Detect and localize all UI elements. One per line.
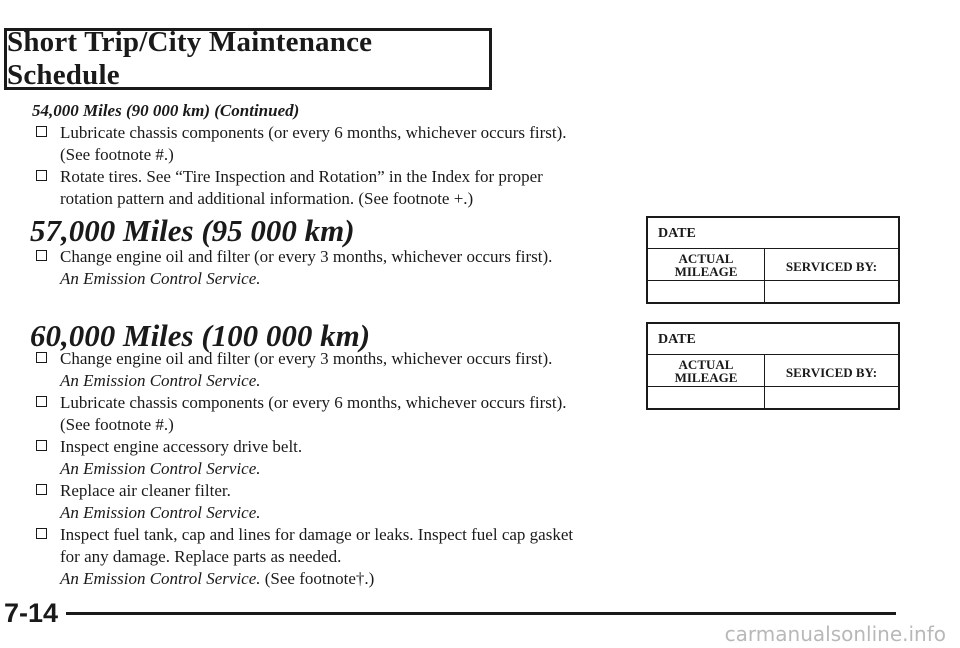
section-heading-60000: 60,000 Miles (100 000 km): [30, 318, 371, 353]
watermark: carmanualsonline.info: [724, 622, 946, 646]
mileage-label: MILEAGE: [674, 264, 738, 279]
checkbox-icon[interactable]: [36, 250, 47, 261]
list-item: [36, 480, 261, 524]
date-label: DATE: [658, 332, 696, 347]
divider: [648, 386, 898, 387]
page-title: Short Trip/City Maintenance Schedule: [7, 26, 373, 91]
item-note-line: [60, 568, 573, 590]
item-text: Replace air cleaner filter.: [60, 481, 231, 500]
item-note: An Emission Control Service.: [60, 371, 261, 390]
divider: [764, 248, 765, 302]
page-number: 7-14: [4, 598, 59, 628]
item-text: Lubricate chassis components (or every 6 months, whichever occurs first).: [60, 123, 567, 142]
checkbox-icon[interactable]: [36, 528, 47, 539]
mileage-label: MILEAGE: [674, 370, 738, 385]
checkbox-icon[interactable]: [36, 170, 47, 181]
item-text: rotation pattern and additional information. (See footnote +.): [60, 189, 474, 208]
item-note: An Emission Control Service.: [60, 459, 261, 478]
item-note-suffix: (See footnote†.): [260, 569, 375, 588]
divider: [648, 280, 898, 281]
checkbox-icon[interactable]: [36, 396, 47, 407]
divider: [764, 354, 765, 408]
divider: [648, 354, 898, 355]
item-text: Inspect engine accessory drive belt.: [60, 437, 303, 456]
list-item: [36, 246, 552, 290]
actual-label: ACTUAL: [678, 357, 734, 372]
item-text: (See footnote #.): [60, 145, 174, 164]
list-item: [36, 122, 567, 166]
actual-mileage-label: [648, 252, 764, 278]
section-heading-57000: 57,000 Miles (95 000 km): [30, 213, 355, 248]
item-text: Change engine oil and filter (or every 3 months, whichever occurs first).: [60, 349, 553, 368]
item-text: for any damage. Replace parts as needed.: [60, 547, 342, 566]
divider: [648, 248, 898, 249]
footer-rule: [66, 612, 896, 615]
list-item: [36, 436, 302, 480]
item-note: An Emission Control Service.: [60, 569, 261, 588]
checkbox-icon[interactable]: [36, 484, 47, 495]
item-text: Rotate tires. See “Tire Inspection and Rotation” in the Index for proper: [60, 167, 543, 186]
item-text: Lubricate chassis components (or every 6 months, whichever occurs first).: [60, 393, 567, 412]
checkbox-icon[interactable]: [36, 440, 47, 451]
service-record-form-60000: [646, 322, 900, 410]
serviced-by-label: SERVICED BY:: [785, 365, 878, 380]
item-note: An Emission Control Service.: [60, 503, 261, 522]
list-item: [36, 348, 552, 392]
list-item: [36, 524, 573, 590]
date-label: DATE: [658, 226, 696, 241]
actual-mileage-label: [648, 358, 764, 384]
service-record-form-57000: [646, 216, 900, 304]
checkbox-icon[interactable]: [36, 126, 47, 137]
checkbox-icon[interactable]: [36, 352, 47, 363]
title-box: [4, 28, 492, 90]
item-note: An Emission Control Service.: [60, 269, 261, 288]
actual-label: ACTUAL: [678, 251, 734, 266]
list-item: [36, 392, 567, 436]
item-text: Change engine oil and filter (or every 3 months, whichever occurs first).: [60, 247, 553, 266]
list-item: [36, 166, 543, 210]
item-text: Inspect fuel tank, cap and lines for damage or leaks. Inspect fuel cap gasket: [60, 525, 574, 544]
item-text: (See footnote #.): [60, 415, 174, 434]
continued-heading: 54,000 Miles (90 000 km) (Continued): [32, 101, 300, 120]
serviced-by-label: SERVICED BY:: [785, 259, 878, 274]
